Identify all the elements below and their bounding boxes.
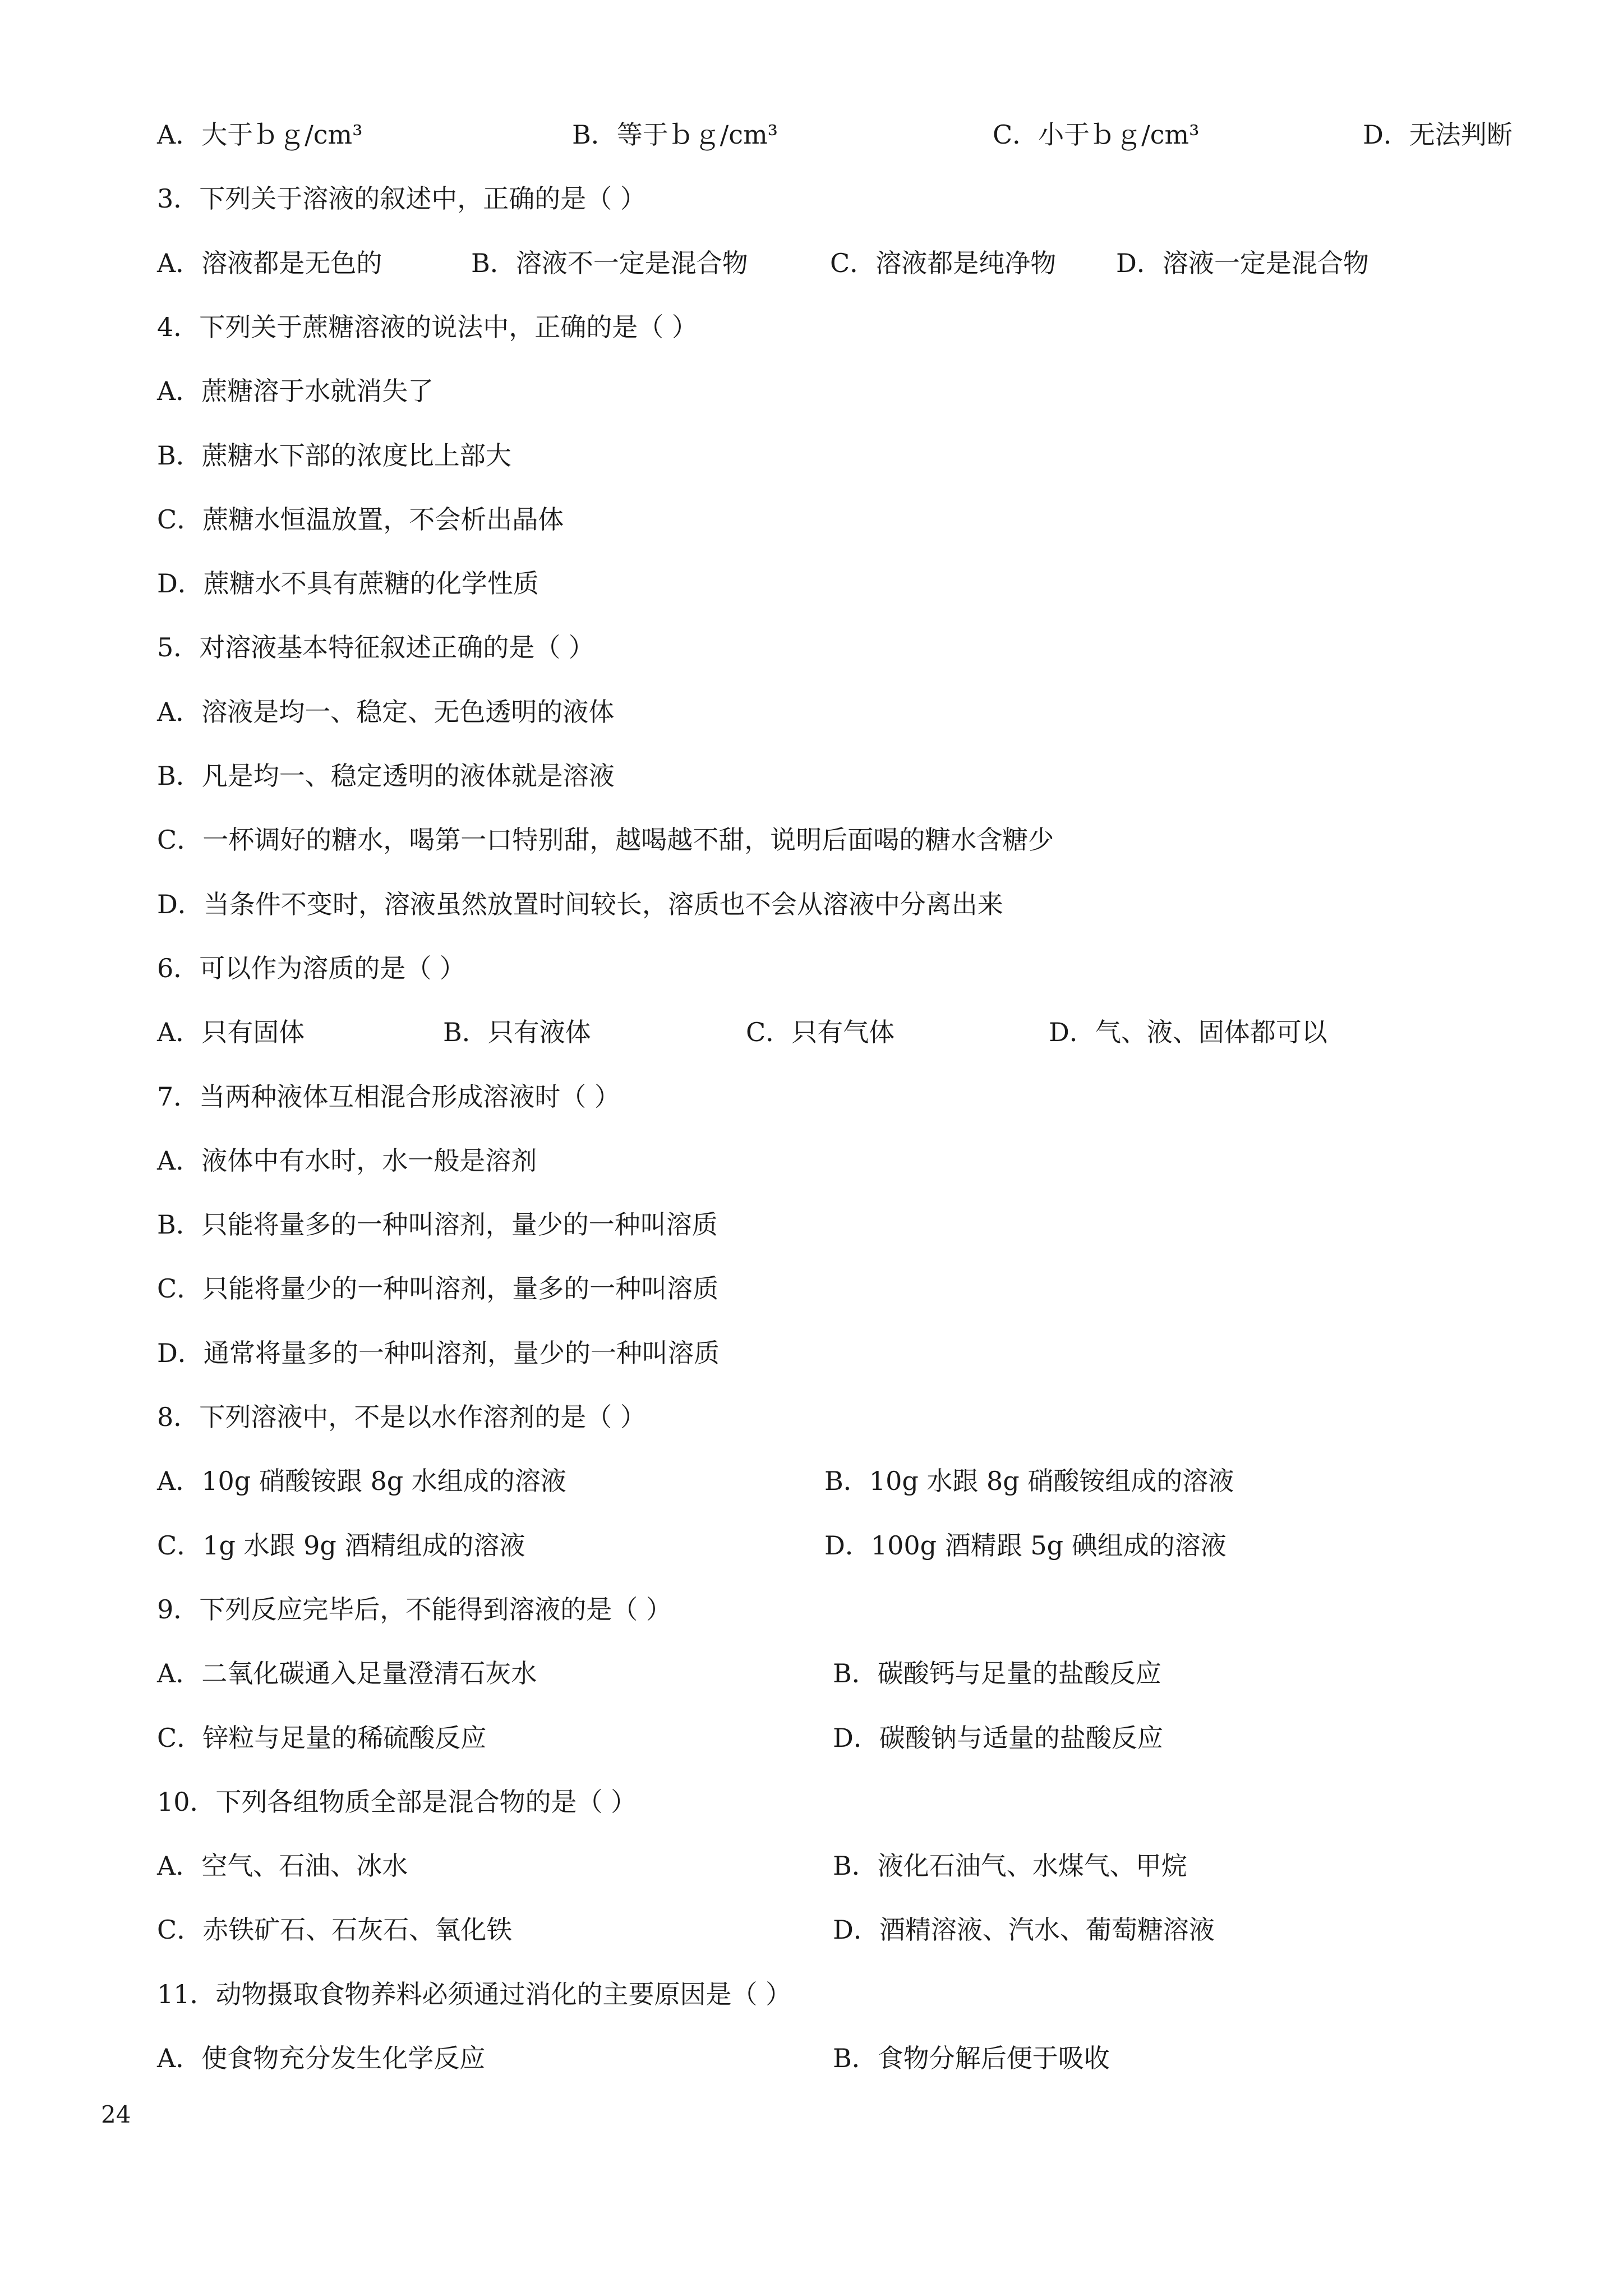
line-segment: A．大于ｂｇ/cm³ bbox=[157, 119, 363, 150]
page-number: 24 bbox=[101, 2101, 131, 2128]
line-segment: C．一杯调好的糖水，喝第一口特别甜，越喝越不甜，说明后面喝的糖水含糖少 bbox=[157, 825, 1054, 855]
text-line bbox=[0, 2030, 1623, 2086]
line-segment: A．蔗糖溶于水就消失了 bbox=[157, 376, 434, 407]
line-segment: D．酒精溶液、汽水、葡萄糖溶液 bbox=[833, 1915, 1215, 1945]
line-segment: 5．对溶液基本特征叙述正确的是（ ） bbox=[157, 632, 594, 663]
text-line bbox=[0, 107, 1623, 163]
line-segment: 10．下列各组物质全部是混合物的是（ ） bbox=[157, 1786, 637, 1817]
line-segment: B．凡是均一、稳定透明的液体就是溶液 bbox=[157, 761, 615, 791]
line-segment: C．蔗糖水恒温放置，不会析出晶体 bbox=[157, 504, 564, 535]
text-line bbox=[0, 1197, 1623, 1253]
line-segment: D．当条件不变时，溶液虽然放置时间较长，溶质也不会从溶液中分离出来 bbox=[157, 889, 1003, 919]
text-line bbox=[0, 1453, 1623, 1509]
line-segment: B．食物分解后便于吸收 bbox=[833, 2043, 1110, 2073]
line-segment: C．只有气体 bbox=[746, 1017, 895, 1048]
line-segment: 6．可以作为溶质的是（ ） bbox=[157, 953, 465, 983]
text-line bbox=[0, 876, 1623, 932]
text-line bbox=[0, 1389, 1623, 1445]
text-line bbox=[0, 1260, 1623, 1317]
text-line bbox=[0, 1838, 1623, 1894]
line-segment: 7．当两种液体互相混合形成溶液时（ ） bbox=[157, 1081, 620, 1112]
text-line bbox=[0, 1774, 1623, 1830]
line-segment: D．无法判断 bbox=[1363, 119, 1513, 150]
text-line bbox=[0, 491, 1623, 547]
line-segment: B．只有液体 bbox=[443, 1017, 591, 1048]
line-segment: D．100g 酒精跟 5g 碘组成的溶液 bbox=[824, 1530, 1227, 1561]
line-segment: A．溶液是均一、稳定、无色透明的液体 bbox=[157, 696, 615, 727]
line-segment: A．空气、石油、冰水 bbox=[157, 1851, 408, 1881]
line-segment: B．蔗糖水下部的浓度比上部大 bbox=[157, 440, 511, 471]
text-line bbox=[0, 1581, 1623, 1637]
line-segment: A．10g 硝酸铵跟 8g 水组成的溶液 bbox=[157, 1466, 566, 1497]
line-segment: B．液化石油气、水煤气、甲烷 bbox=[833, 1851, 1187, 1881]
text-line bbox=[0, 1517, 1623, 1573]
text-line bbox=[0, 1645, 1623, 1701]
text-line bbox=[0, 1133, 1623, 1189]
line-segment: B．溶液不一定是混合物 bbox=[471, 247, 748, 278]
text-line bbox=[0, 748, 1623, 804]
text-line bbox=[0, 299, 1623, 355]
text-line bbox=[0, 1902, 1623, 1958]
line-segment: C．小于ｂｇ/cm³ bbox=[993, 119, 1200, 150]
text-line bbox=[0, 940, 1623, 996]
text-line bbox=[0, 619, 1623, 675]
line-segment: A．液体中有水时，水一般是溶剂 bbox=[157, 1145, 537, 1176]
text-line bbox=[0, 812, 1623, 868]
text-line bbox=[0, 171, 1623, 227]
line-segment: B．等于ｂｇ/cm³ bbox=[572, 119, 778, 150]
line-segment: A．溶液都是无色的 bbox=[157, 247, 382, 278]
line-segment: B．10g 水跟 8g 硝酸铵组成的溶液 bbox=[824, 1466, 1234, 1497]
line-segment: D．气、液、固体都可以 bbox=[1049, 1017, 1327, 1048]
line-segment: 4．下列关于蔗糖溶液的说法中，正确的是（ ） bbox=[157, 311, 698, 342]
text-line bbox=[0, 684, 1623, 740]
text-line bbox=[0, 235, 1623, 291]
text-line bbox=[0, 1004, 1623, 1060]
line-segment: B．碳酸钙与足量的盐酸反应 bbox=[833, 1658, 1161, 1689]
line-segment: A．只有固体 bbox=[157, 1017, 305, 1048]
text-line bbox=[0, 555, 1623, 611]
text-line bbox=[0, 363, 1623, 419]
line-segment: C．溶液都是纯净物 bbox=[830, 247, 1057, 278]
line-segment: C．只能将量少的一种叫溶剂，量多的一种叫溶质 bbox=[157, 1273, 719, 1304]
text-line bbox=[0, 427, 1623, 484]
text-line bbox=[0, 1069, 1623, 1125]
line-segment: C．赤铁矿石、石灰石、氧化铁 bbox=[157, 1915, 513, 1945]
line-segment: D．碳酸钠与适量的盐酸反应 bbox=[833, 1722, 1163, 1753]
line-segment: A．使食物充分发生化学反应 bbox=[157, 2043, 486, 2073]
line-segment: 8．下列溶液中，不是以水作溶剂的是（ ） bbox=[157, 1402, 646, 1432]
line-segment: D．通常将量多的一种叫溶剂，量少的一种叫溶质 bbox=[157, 1337, 720, 1368]
line-segment: 11．动物摄取食物养料必须通过消化的主要原因是（ ） bbox=[157, 1978, 792, 2009]
line-segment: 9．下列反应完毕后，不能得到溶液的是（ ） bbox=[157, 1594, 672, 1625]
line-segment: A．二氧化碳通入足量澄清石灰水 bbox=[157, 1658, 537, 1689]
line-segment: D．蔗糖水不具有蔗糖的化学性质 bbox=[157, 568, 539, 599]
text-line bbox=[0, 1710, 1623, 1766]
text-line bbox=[0, 1966, 1623, 2022]
line-segment: D．溶液一定是混合物 bbox=[1116, 247, 1369, 278]
line-segment: B．只能将量多的一种叫溶剂，量少的一种叫溶质 bbox=[157, 1209, 718, 1240]
line-segment: C．1g 水跟 9g 酒精组成的溶液 bbox=[157, 1530, 525, 1561]
text-line bbox=[0, 1325, 1623, 1381]
line-segment: 3．下列关于溶液的叙述中，正确的是（ ） bbox=[157, 183, 646, 214]
line-segment: C．锌粒与足量的稀硫酸反应 bbox=[157, 1722, 487, 1753]
